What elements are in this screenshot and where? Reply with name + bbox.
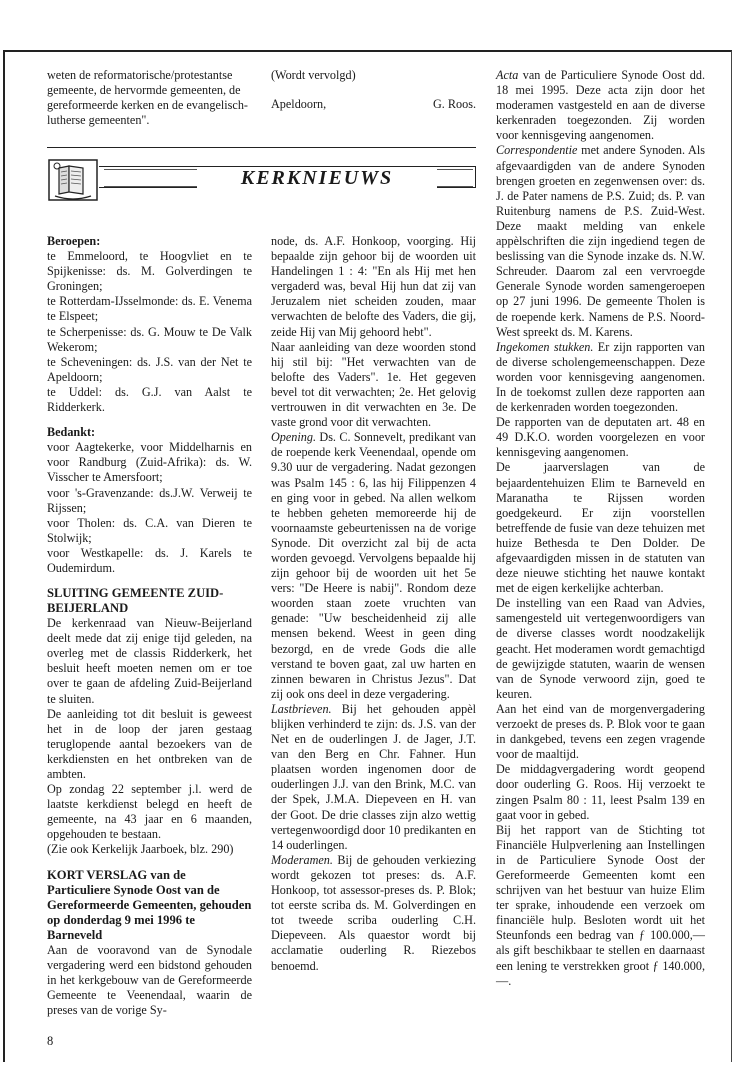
column-1	[47, 234, 252, 1018]
col2-paragraph: node, ds. A.F. Honkoop, voorging. Hij bepaalde zijn gehoor bij de woorden uit Handelingen 1 : 4: "En als Hij met hen vergaderd was, beval Hij hun dat zij van Jeruzalem niet scheiden zouden, maar verwachten de belofte des Vaders, die gij, zeide Hij van Mij gehoord hebt".	[271, 234, 476, 339]
acta-text: van de Particuliere Synode Oost dd. 18 mei 1995. Deze acta zijn door het moderamen vastgesteld en aan de diverse kerkenraden toegezonden. Zij worden voor kennisgeving aangenomen.	[496, 68, 705, 143]
moderamen-text: Bij de gehouden verkiezing wordt gekozen tot preses: ds. A.F. Honkoop, tot assessor-preses ds. P. Blok; tot eerste scriba ds. M. Golverdingen en tot tweede scriba ouderling C.H. Diepeveen. Als quaestor wordt bij acclamatie ouderling R. Riezebos benoemd.	[271, 852, 476, 973]
ingekomen-paragraph	[496, 340, 705, 415]
kerknieuws-banner	[47, 162, 476, 202]
deputaten-paragraph: De rapporten van de deputaten art. 48 en 49 D.K.O. worden voorgelezen en voor kennisgeving aangenomen.	[496, 415, 705, 460]
beroepen-heading: Beroepen:	[47, 234, 101, 248]
correspondentie-paragraph	[496, 143, 705, 339]
column-3	[496, 68, 705, 989]
bedankt-item: voor Tholen: ds. C.A. van Dieren te Stolwijk;	[47, 515, 252, 545]
book-scroll-icon	[47, 156, 99, 204]
beroepen-item: te Scheveningen: ds. J.S. van der Net te Apeldoorn;	[47, 354, 252, 384]
correspondentie-label: Correspondentie	[496, 143, 578, 158]
acta-paragraph	[496, 68, 705, 143]
raad-paragraph: De instelling van een Raad van Advies, samengesteld uit vertegenwoordigers van de diverse classes wordt noodzakelijk geacht. Het moderamen wordt gemachtigd de gewijzigde statuten, waarin de wensen van de Synode verwoord zijn, goed te keuren.	[496, 596, 705, 701]
bedankt-item: voor 's-Gravenzande: ds.J.W. Verweij te Rijssen;	[47, 485, 252, 515]
col2-paragraph: Naar aanleiding van deze woorden stond hij stil bij: "Het verwachten van de belofte des Vaders". 1e. Het gegeven bevel tot dit verwachten; 2e. Het gelovig vertrouwen in dit verwachten en 3e. De vaste grond voor dit verwachten.	[271, 339, 476, 430]
bedankt-item: voor Aagtekerke, voor Middelharnis en voor Randburg (Zuid-Afrika): ds. W. Visscher te Amersfoort;	[47, 440, 252, 485]
verslag-heading: KORT VERSLAG van de Particuliere Synode Oost van de Gereformeerde Gemeenten, gehouden op donderdag 9 mei 1996 te Barneveld	[47, 867, 252, 942]
moderamen-paragraph	[271, 853, 476, 974]
top-left-paragraph-block	[47, 68, 252, 128]
sluiting-paragraph: Op zondag 22 september j.l. werd de laatste kerkdienst belegd en heeft de gemeente, na 43 jaar en 6 maanden, opgehouden te bestaan.	[47, 782, 252, 842]
sluiting-paragraph: De aanleiding tot dit besluit is geweest het in de loop der jaren gestaag teruglopende aantal bezoekers van de kerkdiensten en het ontbreken van de ambten.	[47, 706, 252, 781]
acta-label: Acta	[496, 68, 519, 82]
ingekomen-label: Ingekomen stukken.	[496, 339, 594, 354]
opening-text: Ds. C. Sonnevelt, predikant van de roepende kerk Veenendaal, opende om 9.30 uur de vergadering. Nadat gezongen was Psalm 145 : 6, las hij Filippenzen 4 en ging voor in gebed. Na allen welkom te hebben geheten memoreerde hij de voornaamste gebeurtenissen na de vorige Synode. Dit overzicht zal bij de acta worden gevoegd. Vervolgens bepaalde hij zijn gehoor bij de woorden uit het 5e vers: "De Heere is nabij". Rondom deze woorden staan zoete vruchten van genade: "Uw bescheidenheid zij alle mensen bekend. Weest in geen ding bezorgd, en de vrede Gods die alle verstand te boven gaat, zal uw harten en zinnen bewaren in Christus Jezus". Dat zij ook ons deel in deze vergadering.	[271, 430, 476, 701]
beroepen-item: te Emmeloord, te Hoogvliet en te Spijkenisse: ds. M. Golverdingen te Groningen;	[47, 249, 252, 294]
opening-label: Opening.	[271, 430, 317, 445]
top-middle-block	[271, 68, 476, 112]
stichting-paragraph: Bij het rapport van de Stichting tot Financiële Hulpverlening aan Instellingen in de Particuliere Synode Oost der Gereformeerde Gemeenten komt een schrijven van het bestuur van huize Elim ter sprake, inhoudende een verzoek om financiële hulp. Besloten wordt uit het Steunfonds een bedrag van ƒ 100.000,— als gift beschikbaar te stellen en daarnaast een lening te verstrekken groot ƒ 140.000,—.	[496, 822, 705, 988]
beroepen-item: te Uddel: ds. G.J. van Aalst te Ridderkerk.	[47, 384, 252, 415]
middag-paragraph: De middagvergadering wordt geopend door ouderling G. Roos. Hij verzoekt te zingen Psalm 80 : 11, leest Psalm 139 en gaat voor in gebed.	[496, 762, 705, 822]
einde-paragraph: Aan het eind van de morgenvergadering verzoekt de preses ds. P. Blok voor te gaan in dankgebed, tevens een zegen vragende voor de maaltijd.	[496, 701, 705, 762]
lastbrieven-text: Bij het gehouden appèl blijken verhinderd te zijn: ds. J.S. van der Net en de ouderlingen J. de Jager, J.T. van den Berg en Chr. Fahner. Hun plaatsen worden ingenomen door de ouderlingen J.J. van den Brink, M.C. van der Spek, J.M.A. Diepeveen en H. van der Goot. De drie classes zijn alzo wettig vertegenwoordigd door 10 predikanten en 14 ouderlingen.	[271, 701, 476, 852]
sluiting-paragraph: De kerkenraad van Nieuw-Beijerland deelt mede dat zij enige tijd geleden, na overleg met de classis Ridderkerk, het besluit heeft moeten nemen om er toe over te gaan de afdeling Zuid-Beijerland te sluiten.	[47, 616, 252, 706]
signature-author: G. Roos.	[432, 97, 476, 112]
column-2	[271, 234, 476, 974]
sluiting-paragraph: (Zie ook Kerkelijk Jaarboek, blz. 290)	[47, 842, 234, 857]
signature-line	[271, 97, 476, 112]
lastbrieven-label: Lastbrieven.	[271, 701, 332, 716]
page-number: 8	[47, 1034, 54, 1048]
banner-title: KERKNIEUWS	[197, 168, 437, 188]
opening-paragraph	[271, 430, 476, 702]
moderamen-label: Moderamen.	[271, 852, 333, 867]
top-left-paragraph: weten de reformatorische/protestantse gemeente, de hervormde gemeenten, de gereformeerde kerken en de evangelisch-lutherse gemeenten".	[47, 68, 248, 128]
continued-note: (Wordt vervolgd)	[271, 68, 356, 82]
verslag-paragraph: Aan de vooravond van de Synodale vergadering werd een bidstond gehouden in het kerkgebouw van de Gereformeerde Gemeente te Veenendaal, waarin de preses van de vorige Sy-	[47, 942, 252, 1017]
section-divider	[47, 147, 476, 148]
jaarverslagen-paragraph: De jaarverslagen van de bejaardentehuizen Elim te Barneveld en Maranatha te Rijssen worden goedgekeurd. Er zijn voorstellen betreffende de fusie van deze tehuizen met huize Bethesda te Den Dolder. De afgevaardigden missen in de statuten van deze nieuwe stichting het nauwe kontakt met de eigen kerkelijke achterban.	[496, 460, 705, 596]
bedankt-heading: Bedankt:	[47, 425, 96, 440]
bedankt-item: voor Westkapelle: ds. J. Karels te Oudemirdum.	[47, 545, 252, 575]
signature-place: Apeldoorn,	[271, 97, 327, 112]
ingekomen-text: Er zijn rapporten van de diverse scholengemeenschappen. Deze worden voor kennisgeving aangenomen. In de toekomst zullen deze rapporten aan de kerkenraden worden toegezonden.	[496, 339, 705, 415]
correspondentie-text: met andere Synoden. Als afgevaardigden van de andere Synoden brengen groeten en zegenwensen over: ds. J. de Pater namens de P.S. Zuid; ds. P. van Ruitenburg namens de P.S. Zuid-West. Deze maakt melding van enkele appèlschriften die zijn ingediend tegen de beslissing van die Synode inzake ds. N.W. Schreuder. Daarom zal een vervroegde Generale Synode worden samengeroepen op 27 juni 1996. De gemeente Tholen is de roepende kerk. Namens de P.S. Noord-West spreekt ds. M. Karens.	[496, 143, 705, 339]
beroepen-item: te Scherpenisse: ds. G. Mouw te De Valk Wekerom;	[47, 324, 252, 354]
beroepen-item: te Rotterdam-IJsselmonde: ds. E. Venema te Elspeet;	[47, 294, 252, 324]
lastbrieven-paragraph	[271, 702, 476, 853]
sluiting-heading: SLUITING GEMEENTE ZUID-BEIJERLAND	[47, 586, 224, 616]
